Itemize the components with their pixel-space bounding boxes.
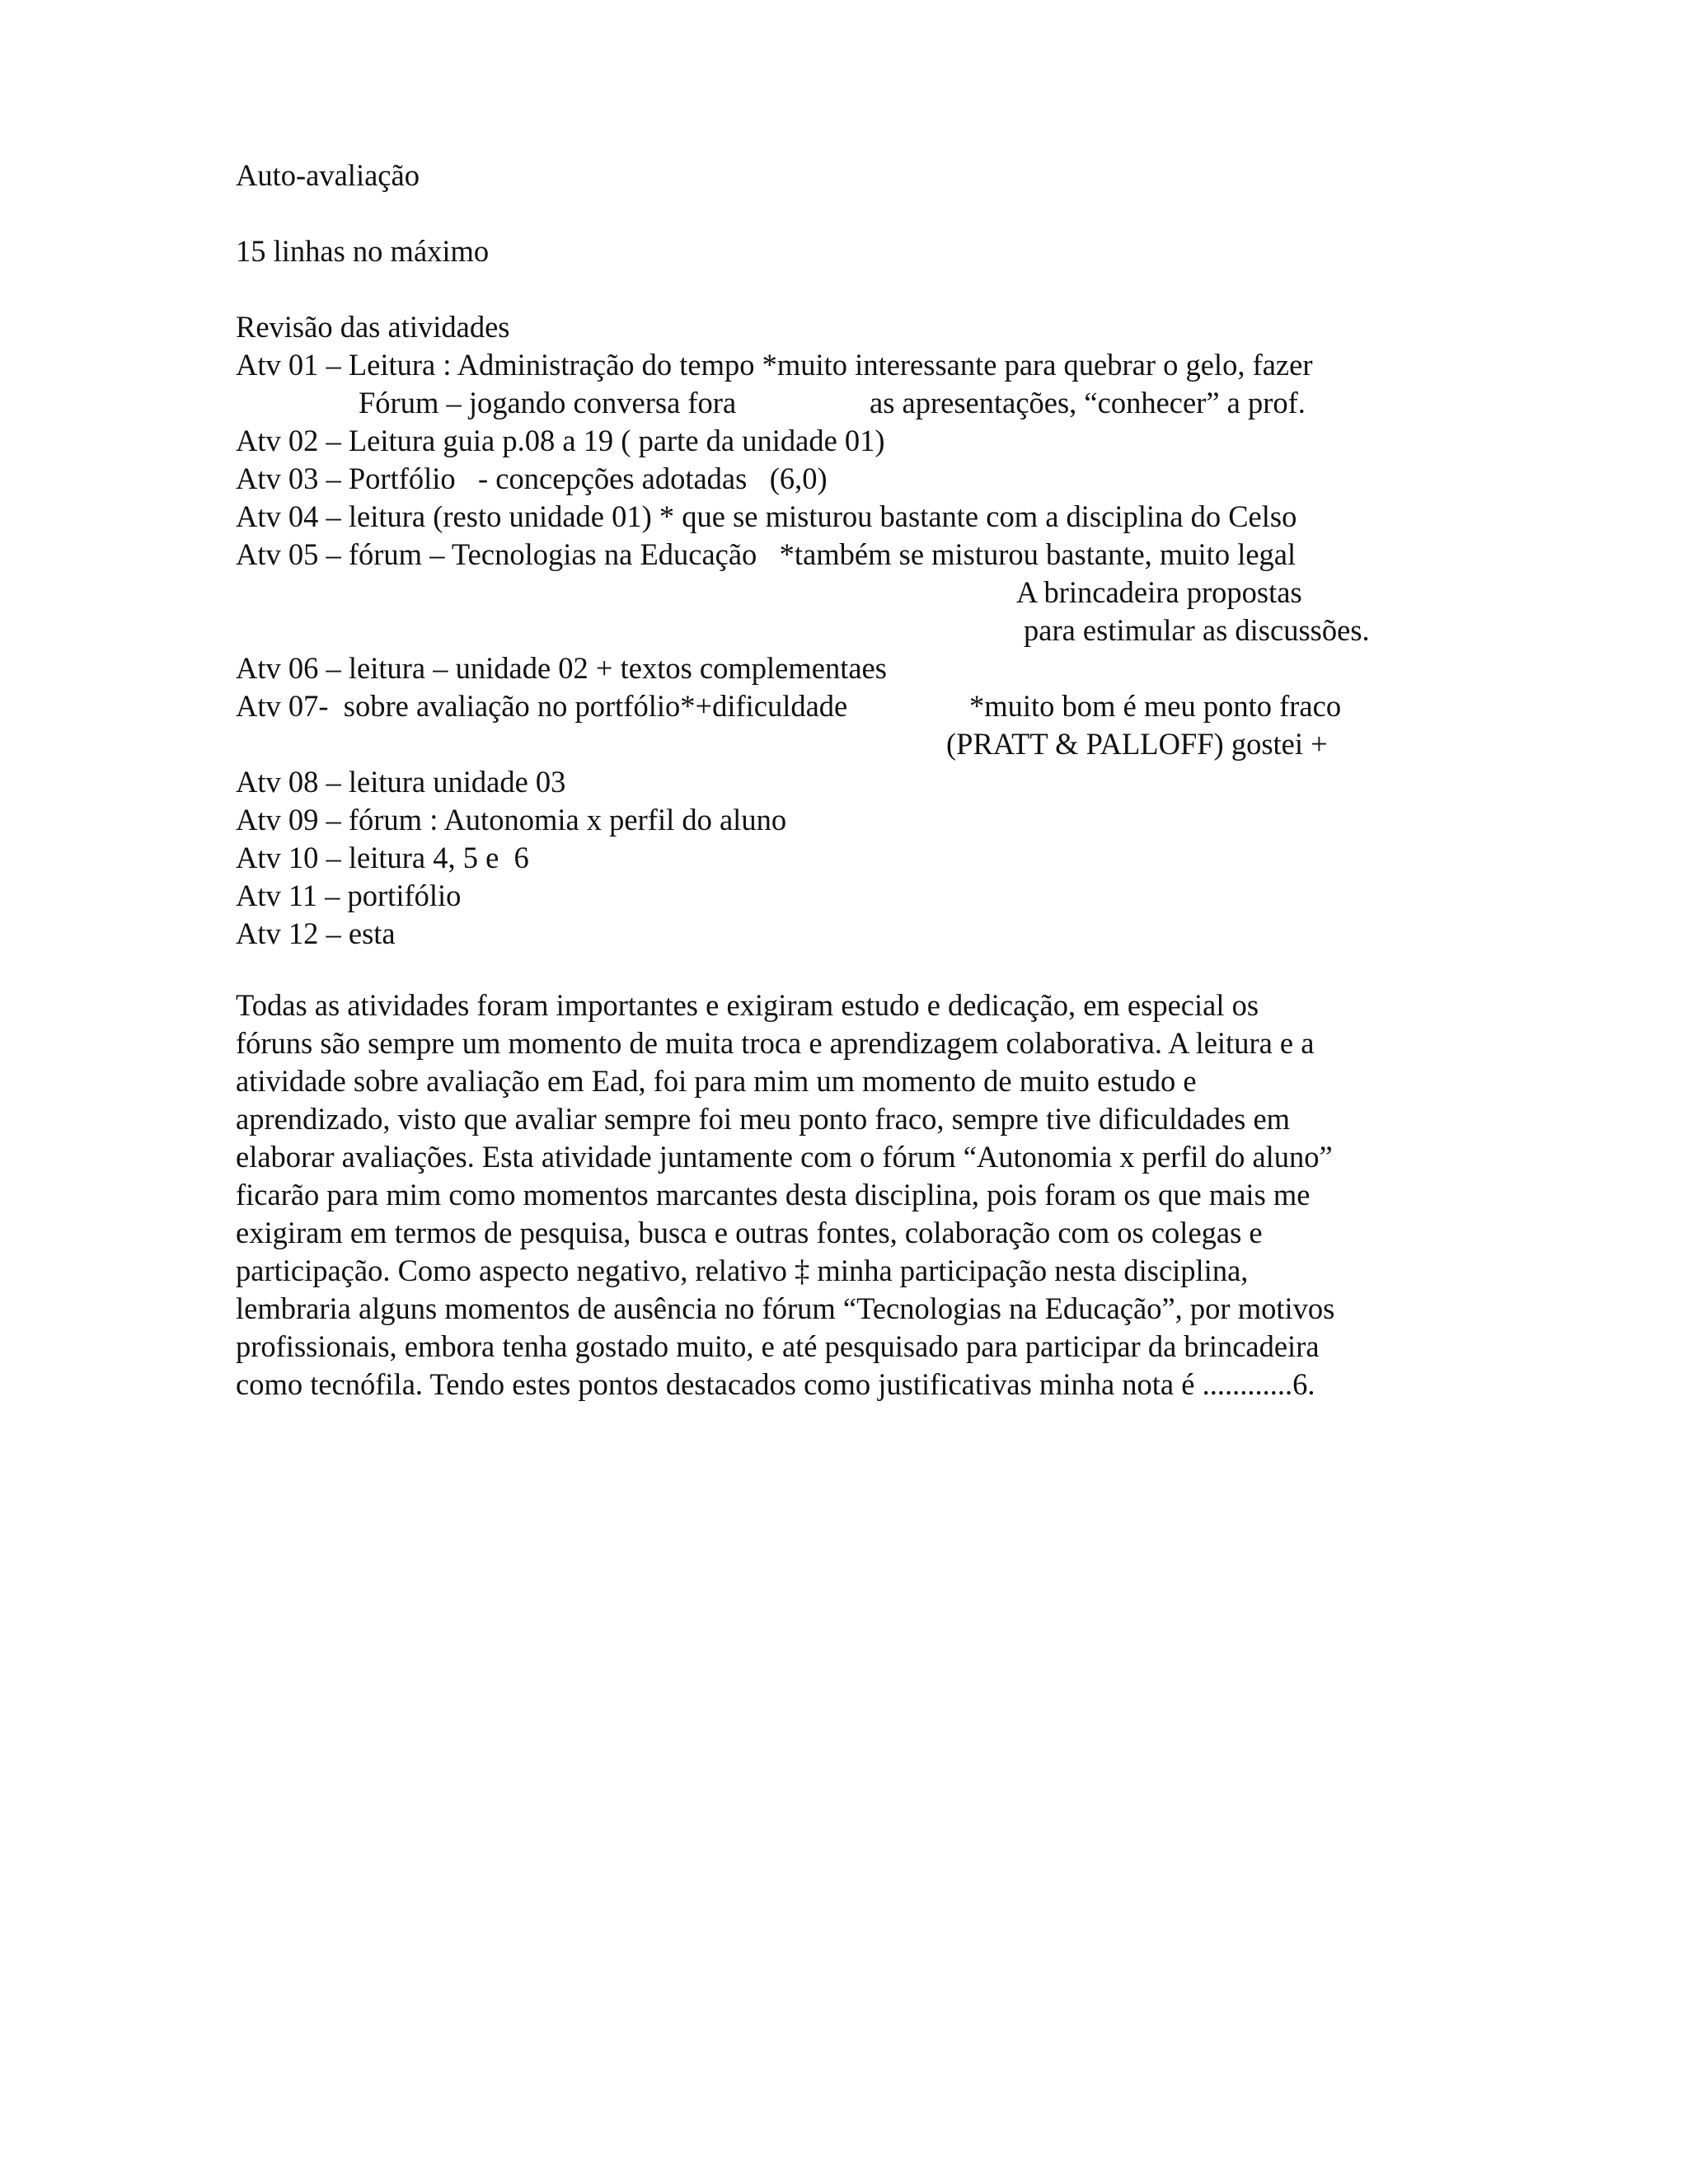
self-assessment-paragraph xyxy=(236,987,1472,1404)
activity-note-05a: A brincadeira propostas xyxy=(1016,575,1302,609)
activity-line-10: Atv 10 – leitura 4, 5 e 6 xyxy=(236,841,529,874)
activity-line-12: Atv 12 – esta xyxy=(236,916,396,950)
activity-line-01-forum: Fórum – jogando conversa fora xyxy=(359,386,737,419)
activity-note-01: as apresentações, “conhecer” a prof. xyxy=(870,386,1306,419)
paragraph-line: como tecnófila. Tendo estes pontos destacados como justificativas minha nota é ............6. xyxy=(236,1367,1315,1401)
activity-note-07a: *muito bom é meu ponto fraco xyxy=(969,689,1342,723)
activity-line-09: Atv 09 – fórum : Autonomia x perfil do aluno xyxy=(236,803,787,837)
activity-note-07b: (PRATT & PALLOFF) gostei + xyxy=(946,727,1328,761)
review-heading: Revisão das atividades xyxy=(236,310,510,344)
paragraph-line: Todas as atividades foram importantes e exigiram estudo e dedicação, em especial os xyxy=(236,988,1259,1022)
paragraph-line: ficarão para mim como momentos marcantes desta disciplina, pois foram os que mais me xyxy=(236,1178,1311,1212)
paragraph-line: elaborar avaliações. Esta atividade juntamente com o fórum “Autonomia x perfil do aluno” xyxy=(236,1140,1333,1174)
activity-note-05b: para estimular as discussões. xyxy=(1024,613,1370,647)
line-limit-note: 15 linhas no máximo xyxy=(236,234,490,268)
document-title: Auto-avaliação xyxy=(236,158,420,192)
paragraph-line: fóruns são sempre um momento de muita troca e aprendizagem colaborativa. A leitura e a xyxy=(236,1026,1315,1060)
activity-line-05: Atv 05 – fórum – Tecnologias na Educação *também se misturou bastante, muito legal xyxy=(236,537,1296,571)
activity-line-03: Atv 03 – Portfólio - concepções adotadas (6,0) xyxy=(236,462,828,495)
paragraph-line: lembraria alguns momentos de ausência no fórum “Tecnologias na Educação”, por motivos xyxy=(236,1291,1335,1325)
activity-line-07: Atv 07- sobre avaliação no portfólio*+dificuldade xyxy=(236,689,848,723)
activity-line-04: Atv 04 – leitura (resto unidade 01) * que se misturou bastante com a disciplina do Celso xyxy=(236,499,1297,533)
activity-line-02: Atv 02 – Leitura guia p.08 a 19 ( parte da unidade 01) xyxy=(236,424,885,457)
activity-line-06: Atv 06 – leitura – unidade 02 + textos complementaes xyxy=(236,651,887,685)
paragraph-line: profissionais, embora tenha gostado muito, e até pesquisado para participar da brincadeira xyxy=(236,1329,1320,1363)
activity-line-01: Atv 01 – Leitura : Administração do tempo *muito interessante para quebrar o gelo, fazer xyxy=(236,348,1313,382)
paragraph-line: aprendizado, visto que avaliar sempre foi meu ponto fraco, sempre tive dificuldades em xyxy=(236,1102,1291,1136)
paragraph-line: participação. Como aspecto negativo, relativo ‡ minha participação nesta disciplina, xyxy=(236,1254,1249,1287)
paragraph-line: exigiram em termos de pesquisa, busca e outras fontes, colaboração com os colegas e xyxy=(236,1216,1263,1249)
activity-line-08: Atv 08 – leitura unidade 03 xyxy=(236,765,566,799)
activity-line-11: Atv 11 – portifólio xyxy=(236,879,462,912)
paragraph-line: atividade sobre avaliação em Ead, foi para mim um momento de muito estudo e xyxy=(236,1064,1197,1098)
